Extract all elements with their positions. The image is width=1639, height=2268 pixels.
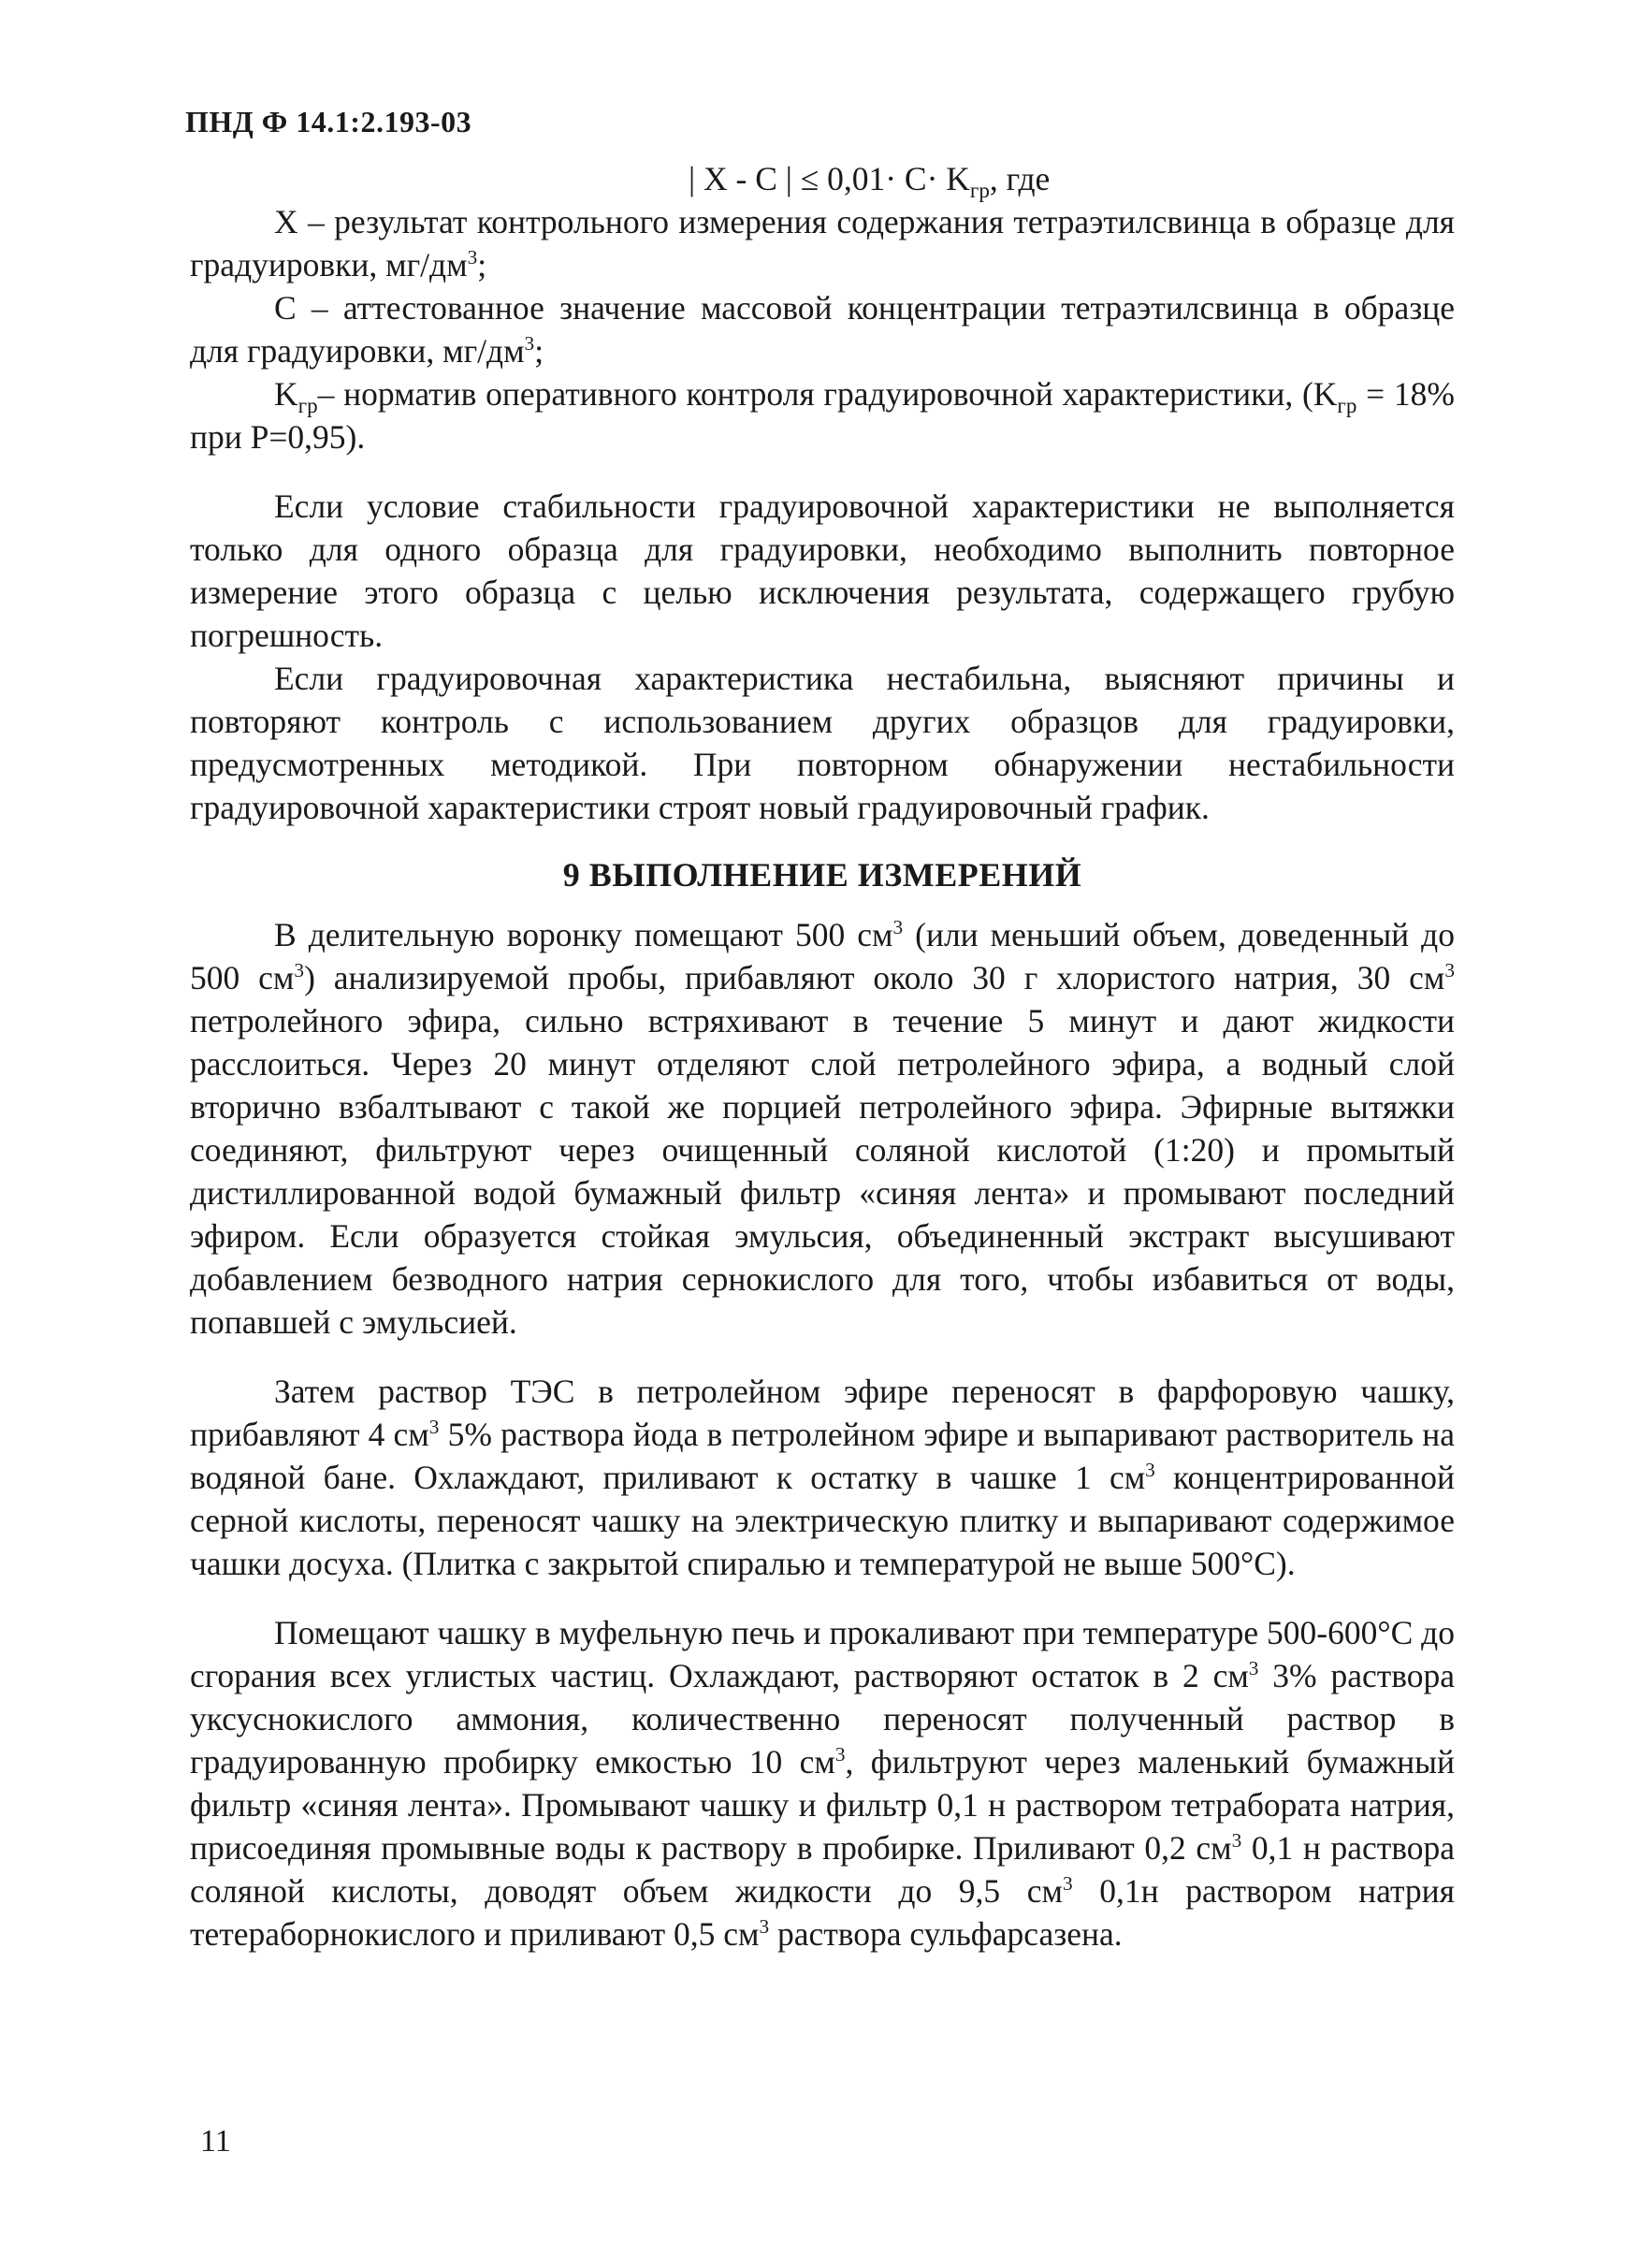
document-code: ПНД Ф 14.1:2.193-03 (185, 105, 472, 138)
stability-formula: | X - C | ≤ $0,01\cdot C\cdot K_{гр}$, где (689, 160, 1051, 203)
page-content (190, 157, 1455, 1955)
definition-c: C – аттестованное значение массовой концентрации тетраэтилсвинца в образце для градуировки, $мг/дм^3$; (190, 289, 1455, 370)
paragraph-stability-single: Если условие стабильности градуировочной характеристики не выполняется только для одного образца для градуировки, необходимо выполнить повторное измерение этого образца с целью исключения результата, содержащего грубую погрешность. (190, 487, 1455, 654)
page-number: 11 (200, 2124, 231, 2159)
paragraph-evaporation: Затем раствор ТЭС в петролейном эфире переносят в фарфоровую чашку, прибавляют 4 $см^3$ 5% раствора йода в петролейном эфире и выпаривают растворитель на водяной бане. Охлаждают, приливают к остатку в чашке 1 $см^3$ концентрированной серной кислоты, переносят чашку на электрическую плитку и выпаривают содержимое чашки досуха. (Плитка с закрытой спиралью и температурой не выше 500°С). (190, 1373, 1455, 1582)
section-title: 9 ВЫПОЛНЕНИЕ ИЗМЕРЕНИЙ (562, 856, 1082, 894)
spacer (190, 1344, 1455, 1370)
definition-x: X – результат контрольного измерения содержания тетраэтилсвинца в образце для градуировки, $мг/дм^3$; (190, 203, 1455, 284)
paragraph-calcination: Помещают чашку в муфельную печь и прокаливают при температуре 500-600°С до сгорания всех углистых частиц. Охлаждают, растворяют остаток в 2 $см^3$ 3% раствора уксуснокислого аммония, количественно переносят полученный раствор в градуированную пробирку емкостью 10 $см^3$, фильтруют через маленький бумажный фильтр «синяя лента». Промывают чашку и фильтр 0,1 н раствором тетрабората натрия, присоединяя промывные воды к раствору в пробирке. Приливают 0,2 $см^3$ 0,1 н раствора соляной кислоты, доводят объем жидкости до 9,5 $см^3$ 0,1н раствором натрия тетераборнокислого и приливают 0,5 $см^3$ раствора сульфарсазена. (190, 1614, 1456, 1953)
spacer (190, 1585, 1455, 1611)
paragraph-extraction: В делительную воронку помещают 500 $см^3$ (или меньший объем, доведенный до 500 $см^3$) анализируемой пробы, прибавляют около 30 г хлористого натрия, 30 $см^3$ петролейного эфира, сильно встряхивают в течение 5 минут и дают жидкости расслоиться. Через 20 минут отделяют слой петролейного эфира, а водный слой вторично взбалтывают с такой же порцией петролейного эфира. Эфирные вытяжки соединяют, фильтруют через очищенный соляной кислотой (1:20) и промытый дистиллированной водой бумажный фильтр «синяя лента» и промывают последний эфиром. Если образуется стойкая эмульсия, объединенный экстракт высушивают добавлением безводного натрия сернокислого для того, чтобы избавиться от воды, попавшей с эмульсией. (190, 916, 1455, 1341)
paragraph-stability-unstable: Если градуировочная характеристика нестабильна, выясняют причины и повторяют контроль с использованием других образцов для градуировки, предусмотренных методикой. При повторном обнаружении нестабильности градуировочной характеристики строят новый градуировочный график. (190, 660, 1455, 826)
definition-k: $K_{гр}-$ норматив оперативного контроля градуировочной характеристики, ($K_{гр} = 18\%$ при Р=0,95). (190, 375, 1455, 456)
spacer (190, 458, 1455, 485)
